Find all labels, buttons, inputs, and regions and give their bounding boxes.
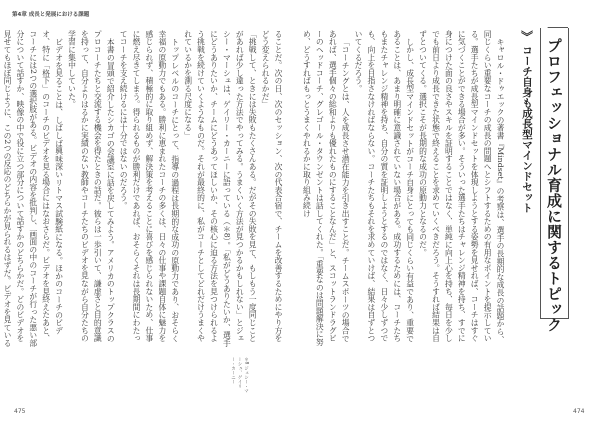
chapter-header: 第4章 成長と発展における課題 [12,12,90,18]
double-chevron-down-icon: ︾ [521,30,534,44]
paragraph: キャロル・ドゥエックの著書『Mindset』の考察は、選手の長期的な成長の話題から、同じくらい重要なコーチの成長の問題へとシフトするための有用なポイントを提示している。選手たちが成長型マインドセットを体現しようとする姿勢を見せれば、コーチはすぐに気づくことができる場合が多い。そういった選手たちはチャレンジ精神を持ち、すでに身につけた面の良さやスキルを証明することではなく、単純に向上心を持ち、毎日を少しでも前日より成長できた状態で終えることを求めていくべきだろう。そうすれば結果は自ずとついてくる。選択こそが長期的な成功の原動力となるのだ。 [418,30,505,344]
paragraph: ることだ。次の日、次のセッション、次の代表合宿で、チームを改善するためにやり方をどう変えられるかだ」 [261,30,283,342]
page-number: 474 [573,408,585,415]
right-body-text [302,30,506,348]
page-number: 475 [14,408,26,415]
paragraph: しかし、成長型マインドセットがコーチ自身にとっても同じくらい有益であり、重要であることは、あまり明確に意識されていない場合がある。成功するためには、コーチたちもまたチャレンジ精神を持ち、自分の質を証明しようとするのではなく、日々少しずつでも、向上を目指さなければならない。コーチたちもそれを求めていけば、結果は自ずとついてくるだろう。 [354,30,415,342]
paragraph: トップレベルのコーチにとって、指導の過程は長期的な成功の原動力であり、おそらく幸福の原動力でもある。勝利に恵まれたコーチの多くは、日々の仕事や課題自体に魅力を感じられず、積極的に取り組めず、解決策を考えることに喜びを感じられないため、仕事に燃え尽きてしまう。得られるものが勝利だけであれば、おそらくそれは長期間にわたってコーチを支え続けるには十分ではないのだろう。 [119,30,180,342]
paragraph: ビデオを見ることは、しばしば興味深いリトマス試験紙になる。ほかのコーチのビデオ、特に「格下」のコーチのビデオを見る場合にはなおさらだ。ビデオを見終えたあと、コーチには2つの選択肢がある。ビデオの内容を批判し、画面の中のコーチが行った悪い部分について話すか、映像の中で役に立つ部分について話すかのどちらかだ。どのビデオを見せてもほぼ同じように、この2つの反応のどちらかが見られるはずだ。ビデオを見ている [2,30,64,347]
footnote: ＊8 ジェシー・マーシュ、ゲイリー・カーニー [230,357,249,393]
left-body-text [2,30,284,348]
subheading: コーチ自身も成長型マインドセット [521,45,533,213]
paragraph: 本書の冒頭で紹介したシカゴの会議室に話を戻してみよう。アメリカのトップクラスのプロコーチたちと交流する機会を得たときの話だ。彼らは一歩引いて、謙虚さと目的意識を持って、自分よりはるかに実績のない教師やコーチたちのビデオを見ながら自分たちの学習に集中していた。 [67,30,116,342]
paragraph: 「挑戦して、ときには失敗もたくさんある。だがその失敗を見て、もしもう一度同じことがあれば少し違った方法でやってみる。うまくいく方法が見つかるかもしれない」とジェシー・マーシュは、ゲイリー・カーニーに語っている（＊8）。「私がどうありたいか、選手にどうありたいか、チームにどうあってほしいか、その核心に迫る方法を見つけられるよう挑戦を続けていくようなものだ。それが最終的に、私がコーチとしてどれだけうまくやれているかを測る尺度になる」 [183,30,258,347]
right-page [300,0,600,427]
paragraph: 「コーチングとは、人を成長させ潜在能力を引き出すことだ。チームスポーツの場合であれば、選手個々の総和よりも優れたものにすることなんだ」と、スコットランドラグビーのヘッドコーチ、グレゴール・タウンゼントは話してくれた。「重要なのは問題解決に努め、どうすればもっとうまくやれるかに取り組み続け [302,30,351,346]
page-title: プロフェッショナル育成に関するトピック [545,38,563,333]
